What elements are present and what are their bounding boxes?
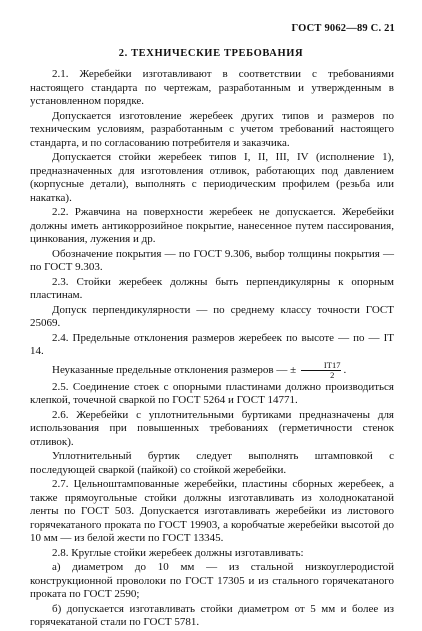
paragraph-2-4: 2.4. Предельные отклонения размеров жеребеек по высоте — по — IT 14. [30, 331, 394, 357]
fraction-numerator: IT17 [301, 361, 342, 371]
paragraph-2-1-note-1: Допускается изготовление жеребеек других типов и размеров по техническим условиям, разработанным с учетом требований настоящего стандарта, и по согласованию потребителя и заказчика. [30, 109, 394, 149]
paragraph-2-1: 2.1. Жеребейки изготавливают в соответствии с требованиями настоящего стандарта по чертежам, разработанным и утвержденным в установленном порядке. [30, 68, 394, 107]
paragraph-2-2: 2.2. Ржавчина на поверхности жеребеек не допускается. Жеребейки должны иметь антикоррозийное покрытие, нанесенное путем пассирования, цинкования, лужения и др. [30, 206, 394, 245]
paragraph-2-8: 2.8. Круглые стойки жеребеек должны изготавливать: [52, 546, 304, 559]
paragraph-2-3: 2.3. Стойки жеребеек должны быть перпендикулярны к опорным пластинам. [30, 275, 394, 301]
paragraph-2-7: 2.7. Цельноштампованные жеребейки, пластины сборных жеребеек, а также прямоугольные стойки должны изготавливать из холоднокатаной ленты по ГОСТ 503. Допускается изготавливать жеребейки из листового горячекатаного проката по ГОСТ 19903, а коробчатые жеребейки высотой до 10 мм — из белой жести по ГОСТ 13345. [30, 478, 394, 544]
paragraph-2-5: 2.5. Соединение стоек с опорными пластинами должно производиться клепкой, точечной сваркой по ГОСТ 5264 и ГОСТ 14771. [30, 380, 394, 406]
paragraph-2-1-note-2: Допускается стойки жеребеек типов I, II, III, IV (исполнение 1), предназначенных для изготовления отливок, работающих под давлением (корпусные детали), выполнять с периодическим профилем (резьба или накатка). [30, 151, 394, 204]
section-title: 2. ТЕХНИЧЕСКИЕ ТРЕБОВАНИЯ [118, 48, 304, 59]
paragraph-2-8-a: а) диаметром до 10 мм — из стальной низкоуглеродистой конструкционной проволоки по ГОСТ 17305 и из стального горячекатаного проката по ГОСТ 2590; [30, 561, 394, 600]
page-header: ГОСТ 9062—89 С. 21 [291, 23, 395, 34]
plus-minus-sign: ± [290, 363, 297, 376]
paragraph-2-6-note: Уплотнительный буртик следует выполнять штамповкой с последующей сваркой (пайкой) со стойкой жеребейки. [30, 450, 394, 476]
tolerance-formula-line: Неуказанные предельные отклонения размеров — ± $\frac{IT17}{2}$ . [52, 359, 347, 380]
formula-text: Неуказанные предельные отклонения размеров — [52, 363, 288, 376]
document-body [30, 68, 394, 631]
paragraph-2-8-b: б) допускается изготавливать стойки диаметром от 5 мм и более из горячекатаной стали по ГОСТ 5781. [30, 602, 394, 628]
fraction-denominator: 2 [330, 369, 335, 380]
paragraph-2-3-note: Допуск перпендикулярности — по среднему классу точности ГОСТ 25069. [30, 303, 394, 329]
paragraph-2-6: 2.6. Жеребейки с уплотнительными буртиками предназначены для использования при повышенных требованиях (герметичности стенок отливок). [30, 408, 394, 448]
fraction [301, 361, 342, 380]
paragraph-2-2-note: Обозначение покрытия — по ГОСТ 9.306, выбор толщины покрытия — по ГОСТ 9.303. [30, 247, 394, 273]
